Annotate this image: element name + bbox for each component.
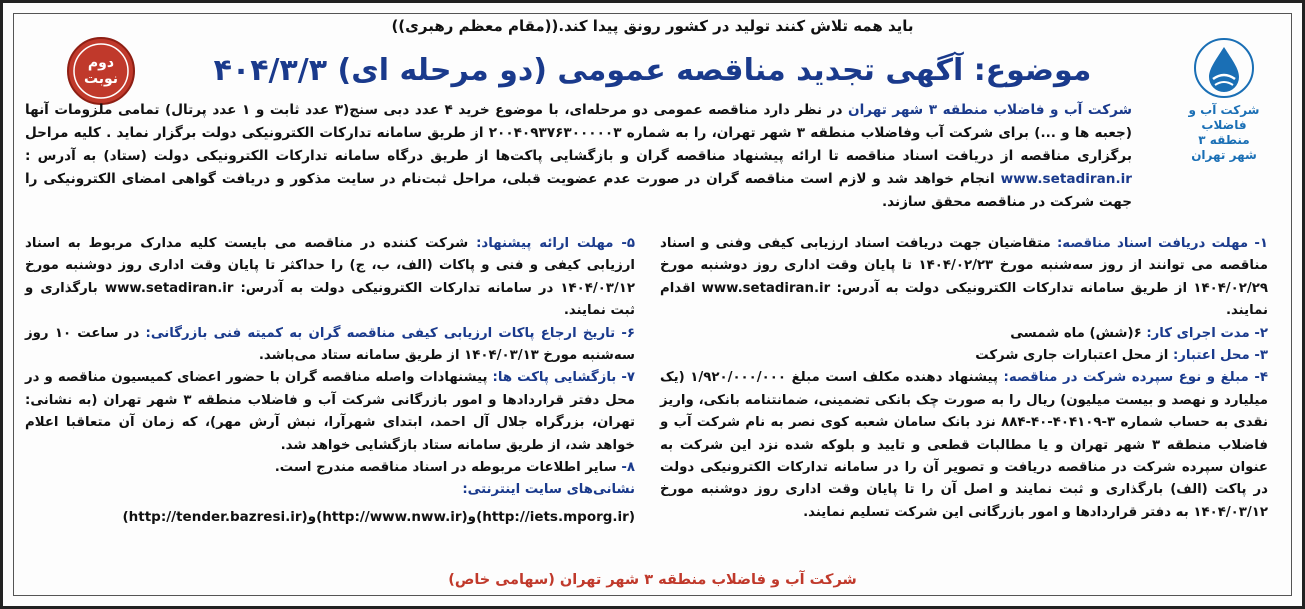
item-8-label: ۸- [621,460,635,476]
item-2-text: ۶(شش) ماه شمسی [1010,325,1147,341]
sites-heading-text: نشانی‌های سایت اینترنتی: [462,482,635,498]
item-4-text: پیشنهاد دهنده مکلف است مبلغ ۱/۹۲۰/۰۰۰/۰۰۰ (یک میلیارد و نهصد و بیست میلیون) ریال را به صورت چک بانکی تضمینی، ضمانتنامه بانکی، واریز نقدی به حساب شماره ۳-۴۰۴۱۰۹-۴۰-۸۸۴ نزد بانک سامان شعبه کوی نصر به نام شرکت آب و فاضلاب منطقه ۳ شهر تهران و یا مطالبات قطعی و تایید و بلوکه شده نزد این شرکت به عنوان سپرده شرکت در مناقصه دریافت و تصویر آن را در سامانه تدارکات الکترونیکی دولت در پاکت (الف) بارگذاری و ثبت نمایند و اصل آن را تا پایان وقت اداری روز دوشنبه مورخ ۱۴۰۴/۰۳/۱۲ به دفتر قراردادها و امور بازرگانی این شرکت تسلیم نمایند. [660,370,1268,520]
item-6 [25,323,635,368]
org-logo-caption-2: منطقه ۳ [1198,133,1250,147]
intro-site-link[interactable]: www.setadiran.ir [1000,171,1132,187]
item-5 [25,233,635,323]
item-7-label: ۷- بازگشایی پاکت ها: [492,370,635,386]
item-5-text: شرکت کننده در مناقصه می بایست کلیه مدارک مربوط به اسناد ارزیابی کیفی و فنی و پاکات (الف، ب، ج) را حداکثر تا پایان وقت اداری روز دوشنبه مورخ ۱۴۰۴/۰۳/۱۲ در سامانه تدارکات الکترونیکی دولت به آدرس: www.setadiran.ir بارگذاری و ثبت نمایند. [25,236,636,319]
item-8-text: سایر اطلاعات مربوطه در اسناد مناقصه مندرج است. [274,460,622,476]
notice-title: موضوع: آگهی تجدید مناقصه عمومی (دو مرحله ای) ۴۰۴/۳/۳ [213,53,1092,88]
org-logo-caption-1: شرکت آب و فاضلاب [1188,103,1260,132]
header-slogan: باید همه تلاش کنند تولید در کشور رونق پیدا کند.((مقام معظم رهبری)) [391,17,914,35]
intro-body: در نظر دارد مناقصه عمومی دو مرحله‌ای، با موضوع خرید ۴ عدد دبی سنج(۳ عدد ثابت و ۱ عدد پرتال) تمامی ملزومات آنها (جعبه ها و ...) برای شرکت آب وفاضلاب منطقه ۳ شهر تهران، را به شماره ۲۰۰۴۰۹۳۷۶۳۰۰۰۰۰۳ از طریق سامانه تدارکات الکترونیکی دولت برگزار نماید . کلیه مراحل برگزاری مناقصه از دریافت اسناد مناقصه تا ارائه پیشنهاد مناقصه گران و بازگشایی پاکت‌ها از طریق درگاه سامانه تدارکات الکترونیکی دولت (ستاد) به آدرس : [25,102,1133,164]
intro-paragraph [25,99,1132,214]
item-7 [25,367,635,457]
sites-links[interactable]: (http://tender.bazresi.ir)و(http://www.nww.ir)و(http://iets.mporg.ir) [122,508,635,525]
badge-text: دوم نوبت [83,55,119,87]
item-6-label: ۶- تاریخ ارجاع پاکات ارزیابی کیفی مناقصه گران به کمیته فنی بازرگانی: [145,325,635,341]
second-turn-badge-icon [65,35,137,107]
item-1 [660,233,1268,323]
sites-heading [25,479,635,501]
footer-company: شرکت آب و فاضلاب منطقه ۳ شهر تهران (سهامی خاص) [448,572,857,588]
intro-lead: شرکت آب و فاضلاب منطقه ۳ شهر تهران [848,102,1132,118]
item-1-label: ۱- مهلت دریافت اسناد مناقصه: [1056,236,1268,251]
org-logo [1174,37,1274,163]
item-3-text: از محل اعتبارات جاری شرکت [975,348,1173,364]
left-column [25,233,635,528]
item-1-text: متقاضیان جهت دریافت اسناد ارزیابی کیفی وفنی و اسناد مناقصه می توانند از روز سه‌شنبه مورخ ۱۴۰۴/۰۲/۲۳ تا پایان وقت اداری روز دوشنبه مورخ ۱۴۰۴/۰۲/۲۹ از طریق سامانه تدارکات الکترونیکی دولت به آدرس: www.setadiran.ir اقدام نمایند. [660,236,1268,319]
item-5-label: ۵- مهلت ارائه پیشنهاد: [476,236,635,251]
right-column [660,233,1268,524]
item-7-text: پیشنهادات واصله مناقصه گران با حضور اعضای کمیسیون مناقصه و در محل دفتر قراردادها و امور بازرگانی شرکت آب و فاضلاب منطقه ۳ شهر تهران (به نشانی: تهران، بزرگراه جلال آل احمد، ابتدای شهرآرا، نبش آرش مهر)، که زمان آن متعاقبا اعلام خواهد شد، از طریق سامانه ستاد بازگشایی خواهد شد. [25,370,635,453]
water-drop-logo-icon [1189,37,1259,99]
intro-tail: انجام خواهد شد و لازم است مناقصه گران در صورت عدم عضویت قبلی، مراحل ثبت‌نام در سایت مذکور و دریافت گواهی امضای الکترونیکی را جهت شرکت در مناقصه محقق سازند. [25,171,1132,210]
org-logo-caption-3: شهر تهران [1191,148,1257,162]
item-3-label: ۳- محل اعتبار: [1172,348,1268,364]
item-2 [660,323,1268,345]
item-3 [660,345,1268,367]
item-4-label: ۴- مبلغ و نوع سپرده شرکت در مناقصه: [1003,370,1268,386]
item-6-text: در ساعت ۱۰ روز سه‌شنبه مورخ ۱۴۰۴/۰۳/۱۳ از طریق سامانه ستاد می‌باشد. [25,325,635,364]
item-2-label: ۲- مدت اجرای کار: [1146,325,1268,341]
item-8 [25,457,635,479]
item-4 [660,367,1268,524]
